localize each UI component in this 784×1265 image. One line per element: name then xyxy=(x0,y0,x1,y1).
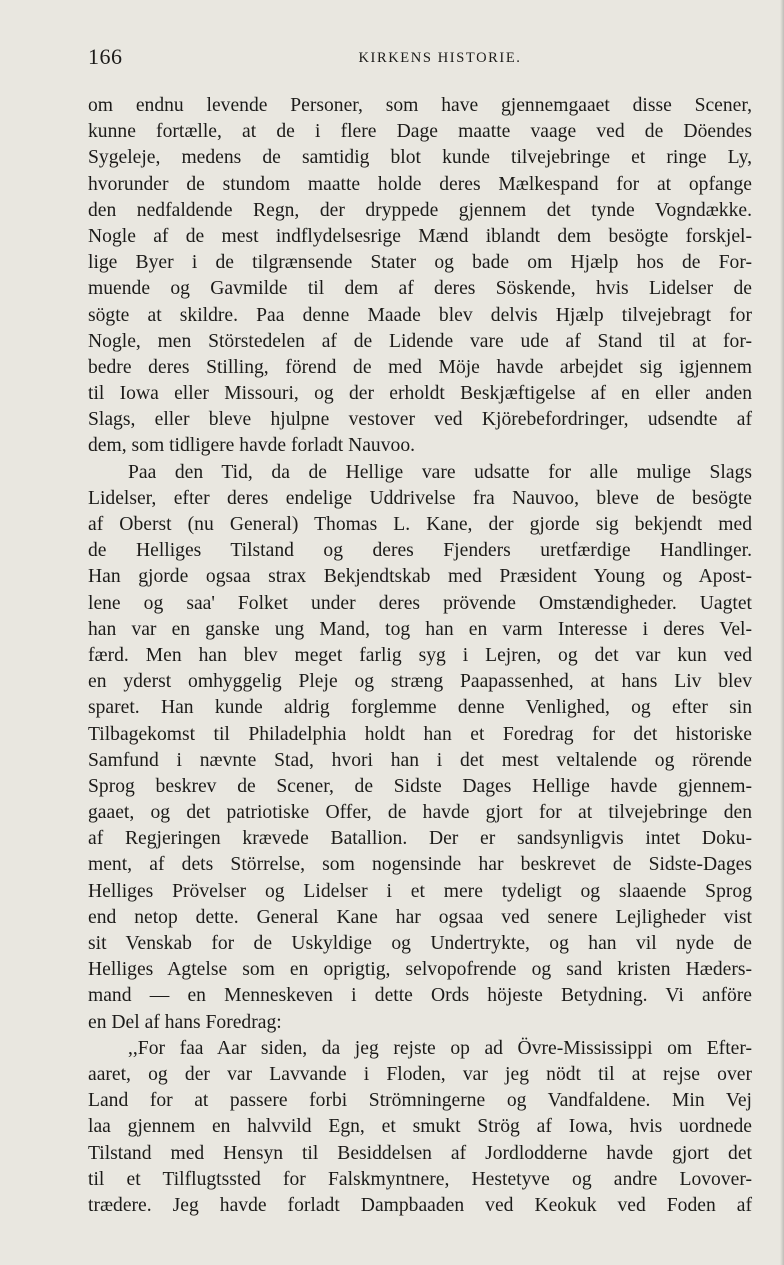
text-line: Helliges Prövelser og Lidelser i et mere tydeligt og slaaende Sprog xyxy=(88,880,752,902)
text-line: bedre deres Stilling, förend de med Möje havde arbejdet sig igjennem xyxy=(88,356,752,378)
text-line: Paa den Tid, da de Hellige vare udsatte for alle mulige Slags xyxy=(128,461,752,483)
text-line: muende og Gavmilde til dem af deres Söskende, hvis Lidelser de xyxy=(88,278,752,300)
text-line: om endnu levende Personer, som have gjennemgaaet disse Scener, xyxy=(88,95,752,116)
text-line: dem, som tidligere havde forladt Nauvoo. xyxy=(88,435,416,457)
page-header xyxy=(88,44,752,74)
text-line: Lidelser, efter deres endelige Uddrivelse fra Nauvoo, bleve de besögte xyxy=(88,487,752,509)
page-number: 166 xyxy=(88,44,123,69)
text-line: lige Byer i de tilgrænsende Stater og bade om Hjælp hos de For- xyxy=(88,252,752,274)
text-line: en yderst omhyggelig Pleje og stræng Paapassenhed, at hans Liv blev xyxy=(88,671,752,693)
text-line: Sprog beskrev de Scener, de Sidste Dages Hellige havde gjennem- xyxy=(88,775,752,797)
text-line: mand — en Menneskeven i dette Ords höjeste Betydning. Vi anföre xyxy=(88,985,752,1007)
text-line: end netop dette. General Kane har ogsaa ved senere Lejligheder vist xyxy=(88,906,752,928)
text-line: kunne fortælle, at de i flere Dage maatte vaage ved de Döendes xyxy=(88,121,752,143)
text-line: af Oberst (nu General) Thomas L. Kane, der gjorde sig bekjendt med xyxy=(88,514,752,535)
text-line: Helliges Agtelse som en oprigtig, selvopofrende og sand kristen Hæders- xyxy=(88,959,752,981)
text-line: Tilstand med Hensyn til Besiddelsen af Jordlodderne havde gjort det xyxy=(88,1142,752,1164)
text-line: gaaet, og det patriotiske Offer, de havde gjort for at tilvejebringe den xyxy=(88,802,752,824)
text-line: til et Tilflugtssted for Falskmyntnere, Hestetyve og andre Lovover- xyxy=(88,1168,752,1190)
text-line: han var en ganske ung Mand, tog han en varm Interesse i deres Vel- xyxy=(88,618,752,640)
text-line: de Helliges Tilstand og deres Fjenders uretfærdige Handlinger. xyxy=(88,540,752,562)
text-line: sparet. Han kunde aldrig forglemme denne Venlighed, og efter sin xyxy=(88,697,752,719)
text-line: Han gjorde ogsaa strax Bekjendtskab med Præsident Young og Apost- xyxy=(88,566,752,588)
text-line: til Iowa eller Missouri, og der erholdt Beskjæftigelse af en eller anden xyxy=(88,383,752,405)
text-line: hvorunder de stundom maatte holde deres Mælkespand for at opfange xyxy=(88,173,752,195)
text-line: ,,For faa Aar siden, da jeg rejste op ad Övre-Mississippi om Efter- xyxy=(128,1037,752,1059)
text-line: laa gjennem en halvvild Egn, et smukt Strög af Iowa, hvis uordnede xyxy=(88,1116,752,1138)
text-line: sit Venskab for de Uskyldige og Undertrykte, og han vil nyde de xyxy=(88,933,752,954)
text-line: af Regjeringen krævede Batallion. Der er sandsynligvis intet Doku- xyxy=(88,828,752,850)
text-line: Samfund i nævnte Stad, hvori han i det mest veltalende og rörende xyxy=(88,749,752,771)
text-line: Sygeleje, medens de samtidig blot kunde tilvejebringe et ringe Ly, xyxy=(88,147,752,169)
text-line: sögte at skildre. Paa denne Maade blev delvis Hjælp tilvejebragt for xyxy=(88,304,752,326)
text-line: lene og saa' Folket under deres prövende Omstændigheder. Uagtet xyxy=(88,592,752,614)
running-title: KIRKENS HISTORIE. xyxy=(358,50,522,66)
text-line: færd. Men han blev meget farlig syg i Lejren, og det var kun ved xyxy=(88,644,752,666)
text-line: trædere. Jeg havde forladt Dampbaaden ved Keokuk ved Foden af xyxy=(88,1194,752,1216)
body-text xyxy=(88,93,752,1219)
text-line: Nogle, men Störstedelen af de Lidende vare ude af Stand til at for- xyxy=(88,330,752,352)
text-line: Land for at passere forbi Strömningerne og Vandfaldene. Min Vej xyxy=(88,1090,752,1112)
text-line: Tilbagekomst til Philadelphia holdt han et Foredrag for det historiske xyxy=(88,723,752,745)
text-line: en Del af hans Foredrag: xyxy=(88,1011,282,1033)
page-edge-shadow xyxy=(780,0,784,1265)
text-line: Nogle af de mest indflydelsesrige Mænd iblandt dem besögte forskjel- xyxy=(88,225,752,247)
text-line: aaret, og der var Lavvande i Floden, var jeg nödt til at rejse over xyxy=(88,1063,752,1085)
text-line: den nedfaldende Regn, der dryppede gjennem det tynde Vogndække. xyxy=(88,199,752,221)
text-line: Slags, eller bleve hjulpne vestover ved Kjörebefordringer, udsendte af xyxy=(88,409,752,431)
text-line: ment, af dets Störrelse, som nogensinde har beskrevet de Sidste-Dages xyxy=(88,854,752,876)
